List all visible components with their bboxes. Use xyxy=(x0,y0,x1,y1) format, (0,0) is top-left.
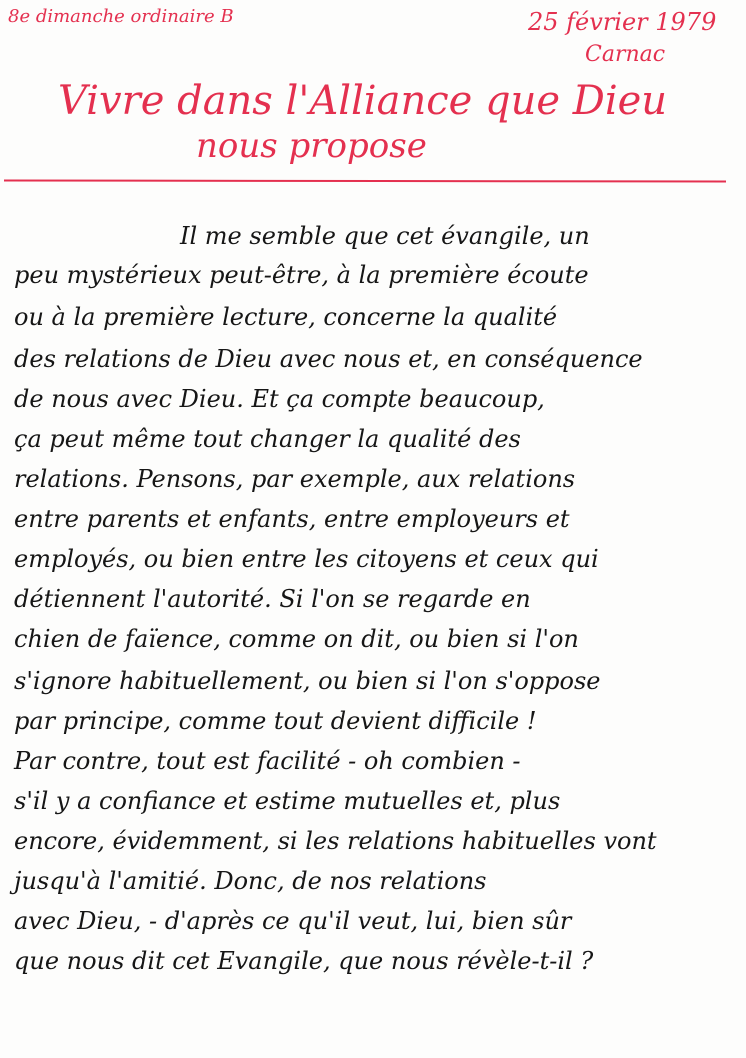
title-line-1: Vivre dans l'Alliance que Dieu xyxy=(58,78,668,124)
body-line: des relations de Dieu avec nous et, en conséquence xyxy=(14,345,643,373)
body-line: par principe, comme tout devient difficile ! xyxy=(14,707,537,735)
body-line: que nous dit cet Evangile, que nous révèle-t-il ? xyxy=(14,947,594,975)
body-line: s'il y a confiance et estime mutuelles et, plus xyxy=(14,787,561,815)
body-line: entre parents et enfants, entre employeurs et xyxy=(14,505,570,533)
body-line: ou à la première lecture, concerne la qualité xyxy=(14,303,558,331)
body-line: s'ignore habituellement, ou bien si l'on s'oppose xyxy=(14,667,601,695)
body-line: avec Dieu, - d'après ce qu'il veut, lui, bien sûr xyxy=(14,907,572,935)
body-line: employés, ou bien entre les citoyens et ceux qui xyxy=(14,545,599,573)
title-line-2: nous propose xyxy=(196,126,427,166)
body-line: Par contre, tout est facilité - oh combien - xyxy=(14,747,521,775)
title-underline xyxy=(4,179,726,182)
place-label: Carnac xyxy=(585,42,666,67)
liturgical-date-label: 8e dimanche ordinaire B xyxy=(8,6,234,27)
body-line: détiennent l'autorité. Si l'on se regarde en xyxy=(14,585,531,613)
body-line: relations. Pensons, par exemple, aux relations xyxy=(14,465,576,493)
body-line: jusqu'à l'amitié. Donc, de nos relations xyxy=(14,867,487,895)
body-line: Il me semble que cet évangile, un xyxy=(180,222,590,250)
body-line: ça peut même tout changer la qualité des xyxy=(14,425,521,453)
body-line: encore, évidemment, si les relations habituelles vont xyxy=(14,827,657,855)
body-line: de nous avec Dieu. Et ça compte beaucoup, xyxy=(14,385,545,413)
body-line: chien de faïence, comme on dit, ou bien si l'on xyxy=(14,625,579,653)
body-line: peu mystérieux peut-être, à la première écoute xyxy=(14,261,589,289)
date-label: 25 février 1979 xyxy=(528,8,717,36)
